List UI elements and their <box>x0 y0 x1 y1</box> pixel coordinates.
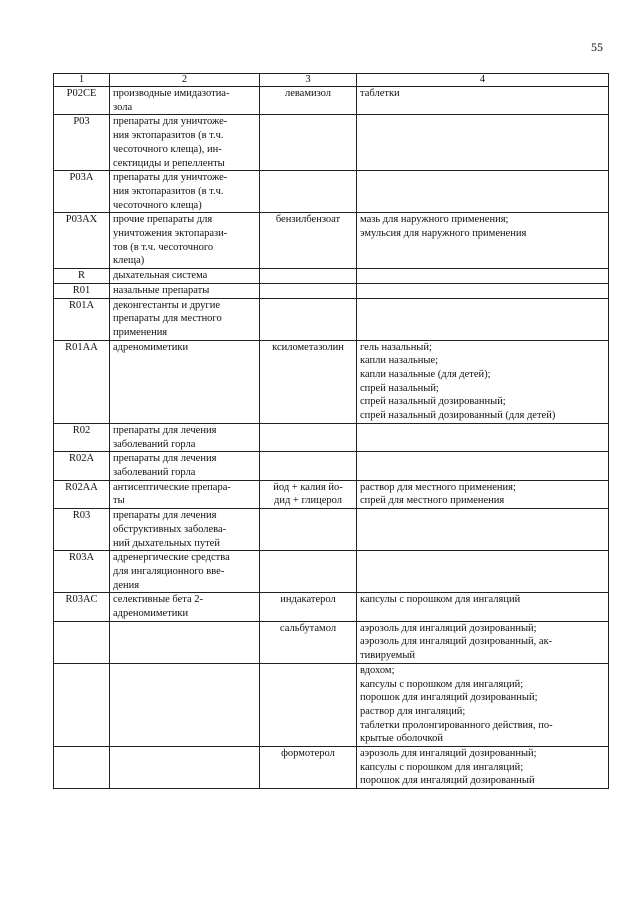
group-cell: дыхательная система <box>110 269 260 284</box>
forms-cell: гель назальный; капли назальные; капли назальные (для детей); спрей назальный; спрей назальный дозированный; спрей назальный дозированный (для детей) <box>357 340 609 423</box>
group-cell: производные имидазотиа- зола <box>110 87 260 115</box>
table-row <box>54 509 609 551</box>
forms-cell <box>357 269 609 284</box>
forms-cell <box>357 509 609 551</box>
group-cell <box>110 663 260 746</box>
code-cell: R03AC <box>54 593 110 621</box>
table-row <box>54 621 609 663</box>
forms-cell: таблетки <box>357 87 609 115</box>
code-cell: P03 <box>54 115 110 171</box>
substance-cell <box>260 171 357 213</box>
forms-cell: вдохом; капсулы с порошком для ингаляций; порошок для ингаляций дозированный; раствор для ингаляций; таблетки пролонгированного действия, по- крытые оболочкой <box>357 663 609 746</box>
table-row <box>54 269 609 284</box>
forms-cell <box>357 423 609 451</box>
substance-cell <box>260 283 357 298</box>
code-cell: R01AA <box>54 340 110 423</box>
table-row <box>54 171 609 213</box>
code-cell: R03A <box>54 551 110 593</box>
code-cell: R02 <box>54 423 110 451</box>
group-cell: препараты для уничтоже- ния эктопаразитов (в т.ч. чесоточного клеща) <box>110 171 260 213</box>
substance-cell: формотерол <box>260 747 357 789</box>
column-header-1: 1 <box>54 74 110 87</box>
substance-cell <box>260 551 357 593</box>
substance-cell <box>260 269 357 284</box>
forms-cell: мазь для наружного применения; эмульсия для наружного применения <box>357 213 609 269</box>
code-cell: R03 <box>54 509 110 551</box>
code-cell: P03A <box>54 171 110 213</box>
table-row <box>54 551 609 593</box>
forms-cell <box>357 298 609 340</box>
code-cell: P02CE <box>54 87 110 115</box>
table-row <box>54 340 609 423</box>
column-header-2: 2 <box>110 74 260 87</box>
code-cell <box>54 747 110 789</box>
table-row <box>54 423 609 451</box>
group-cell <box>110 747 260 789</box>
substance-cell: сальбутамол <box>260 621 357 663</box>
code-cell: R01 <box>54 283 110 298</box>
group-cell: препараты для лечения заболеваний горла <box>110 423 260 451</box>
page-number: 55 <box>591 40 603 54</box>
substance-cell: йод + калия йо- дид + глицерол <box>260 480 357 508</box>
column-header-4: 4 <box>357 74 609 87</box>
code-cell: R01A <box>54 298 110 340</box>
substance-cell: индакатерол <box>260 593 357 621</box>
group-cell <box>110 621 260 663</box>
group-cell: препараты для лечения заболеваний горла <box>110 452 260 480</box>
forms-cell <box>357 283 609 298</box>
table-row <box>54 115 609 171</box>
table-row <box>54 480 609 508</box>
table-row <box>54 87 609 115</box>
table-row <box>54 663 609 746</box>
table-row <box>54 213 609 269</box>
substance-cell <box>260 423 357 451</box>
forms-cell <box>357 452 609 480</box>
medicines-table <box>53 73 609 789</box>
table-row <box>54 452 609 480</box>
forms-cell: раствор для местного применения; спрей для местного применения <box>357 480 609 508</box>
code-cell <box>54 663 110 746</box>
group-cell: адреномиметики <box>110 340 260 423</box>
substance-cell: бензилбензоат <box>260 213 357 269</box>
group-cell: селективные бета 2- адреномиметики <box>110 593 260 621</box>
forms-cell: аэрозоль для ингаляций дозированный; аэрозоль для ингаляций дозированный, ак- тивируемый <box>357 621 609 663</box>
substance-cell <box>260 298 357 340</box>
code-cell: R02A <box>54 452 110 480</box>
group-cell: деконгестанты и другие препараты для местного применения <box>110 298 260 340</box>
table-row <box>54 747 609 789</box>
column-header-3: 3 <box>260 74 357 87</box>
forms-cell: аэрозоль для ингаляций дозированный; капсулы с порошком для ингаляций; порошок для ингаляций дозированный <box>357 747 609 789</box>
forms-cell <box>357 171 609 213</box>
group-cell: антисептические препара- ты <box>110 480 260 508</box>
table-row <box>54 298 609 340</box>
group-cell: назальные препараты <box>110 283 260 298</box>
group-cell: прочие препараты для уничтожения эктопарази- тов (в т.ч. чесоточного клеща) <box>110 213 260 269</box>
substance-cell: левамизол <box>260 87 357 115</box>
substance-cell <box>260 509 357 551</box>
code-cell: R <box>54 269 110 284</box>
group-cell: препараты для лечения обструктивных заболева- ний дыхательных путей <box>110 509 260 551</box>
table-row <box>54 283 609 298</box>
table-header-row <box>54 74 609 87</box>
substance-cell <box>260 452 357 480</box>
substance-cell: ксилометазолин <box>260 340 357 423</box>
forms-cell: капсулы с порошком для ингаляций <box>357 593 609 621</box>
code-cell <box>54 621 110 663</box>
group-cell: адренергические средства для ингаляционного вве- дения <box>110 551 260 593</box>
code-cell: R02AA <box>54 480 110 508</box>
code-cell: P03AX <box>54 213 110 269</box>
group-cell: препараты для уничтоже- ния эктопаразитов (в т.ч. чесоточного клеща), ин- сектициды и репелленты <box>110 115 260 171</box>
substance-cell <box>260 663 357 746</box>
forms-cell <box>357 551 609 593</box>
forms-cell <box>357 115 609 171</box>
substance-cell <box>260 115 357 171</box>
table-row <box>54 593 609 621</box>
